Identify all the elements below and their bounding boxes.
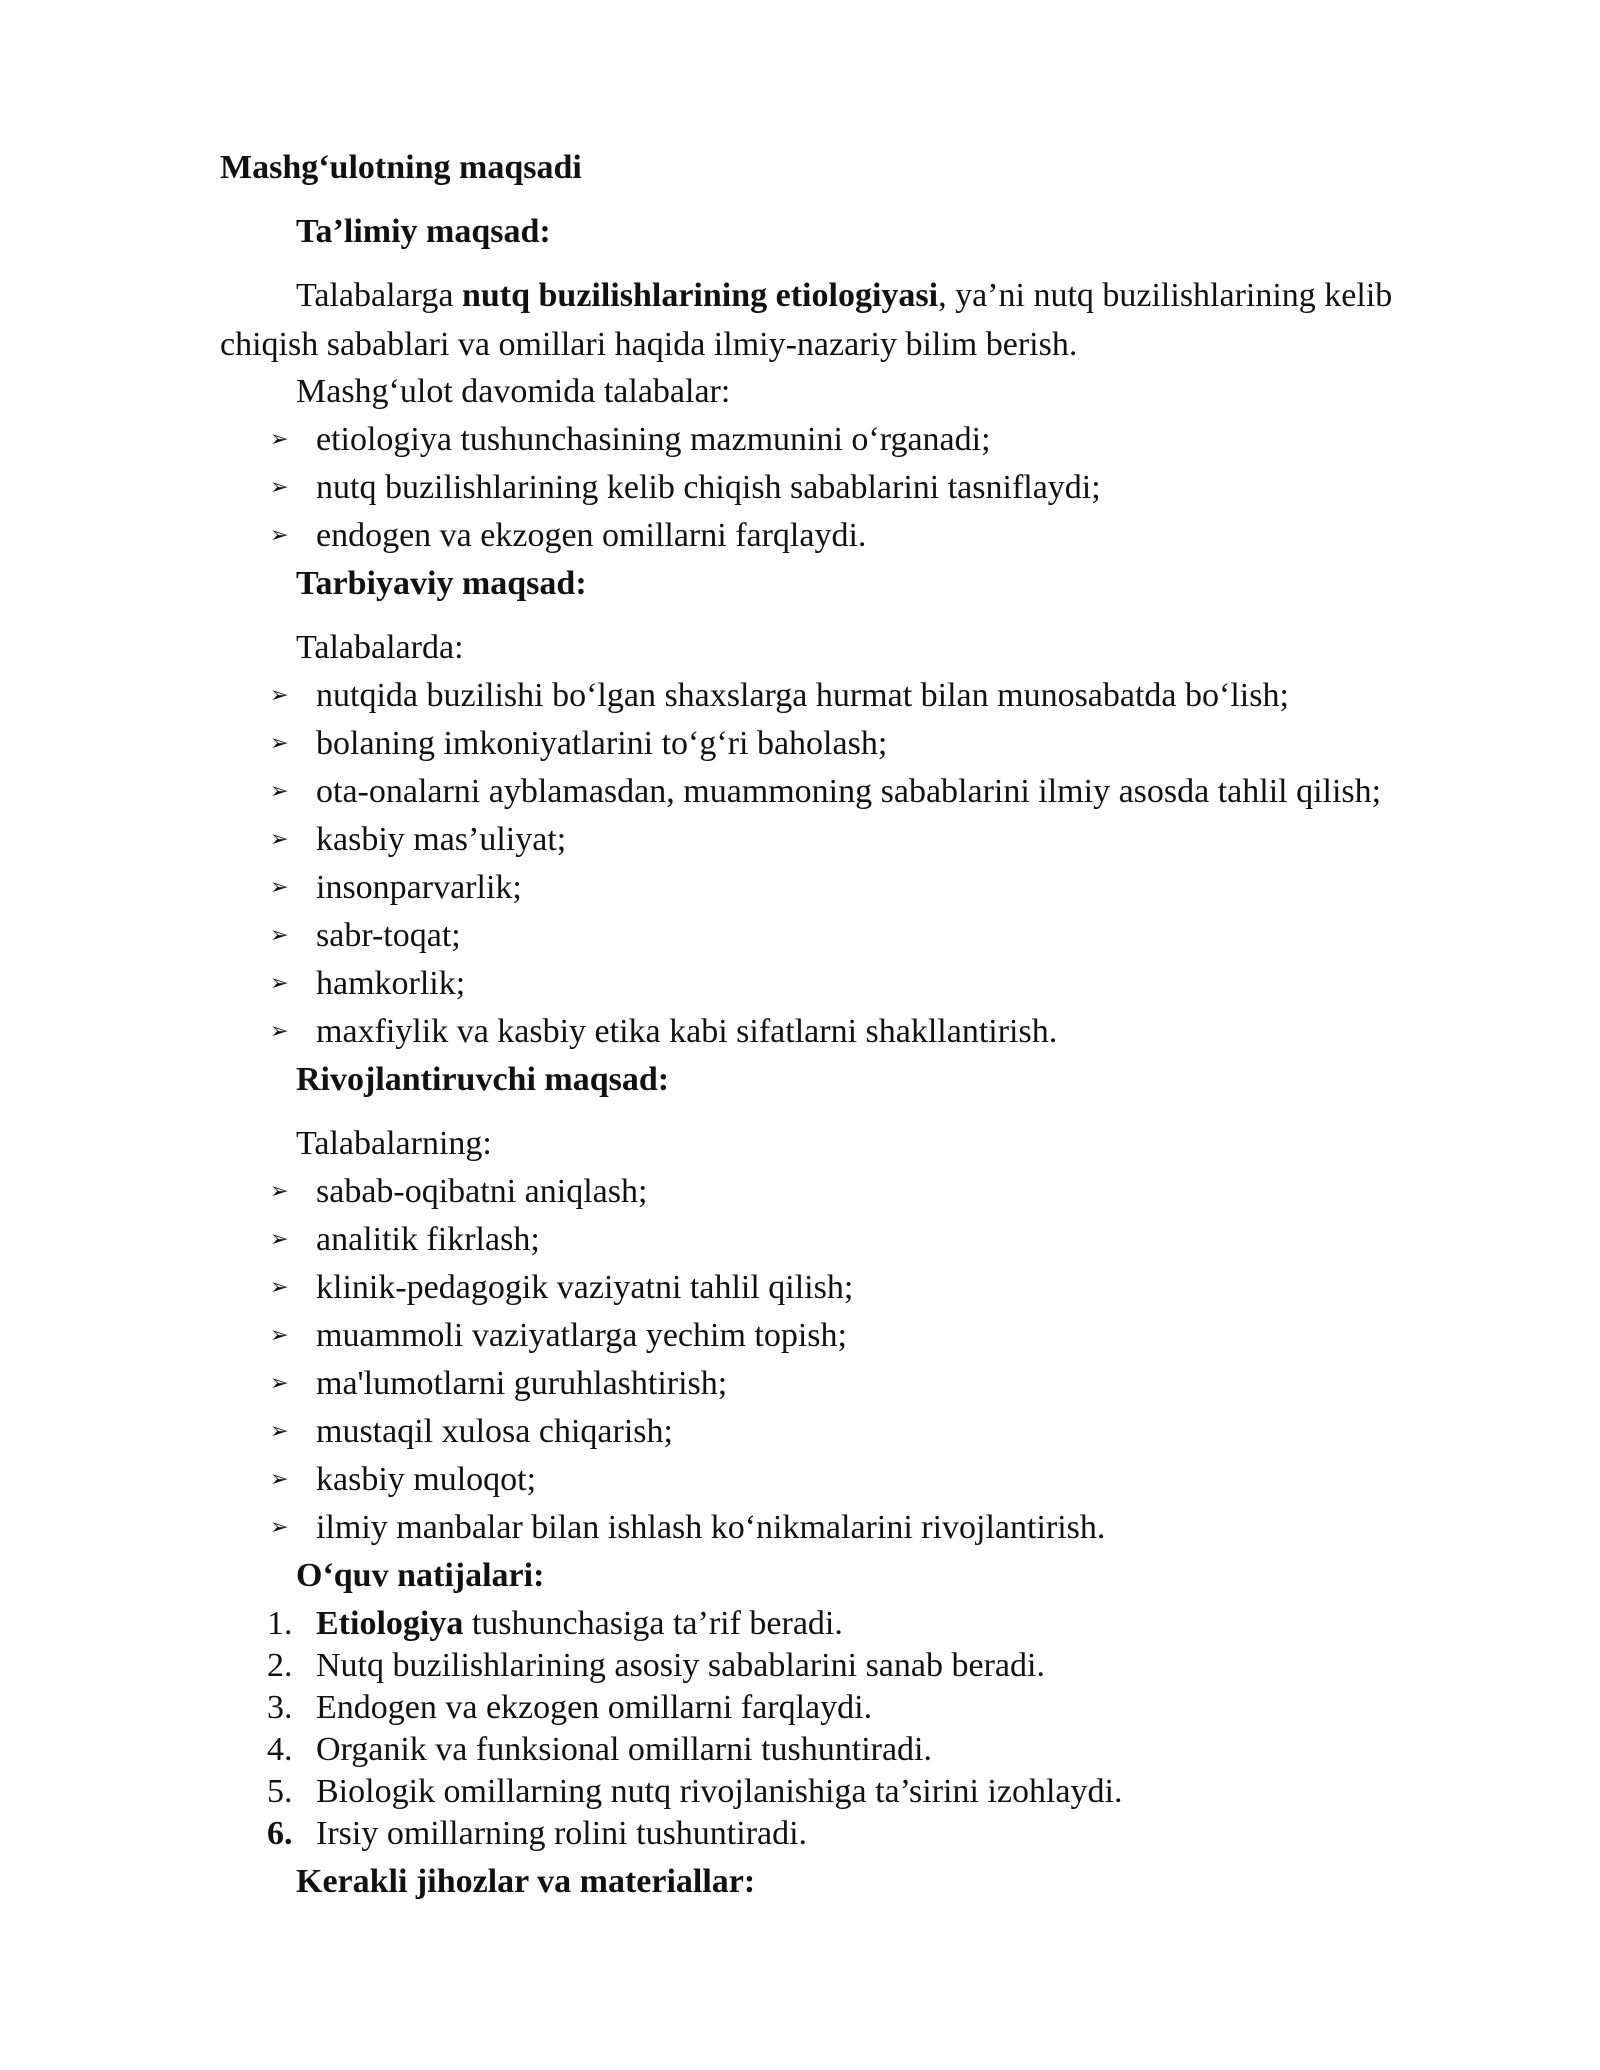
list-item: klinik-pedagogik vaziyatni tahlil qilish;	[316, 1269, 854, 1306]
list-item-text: tushunchasiga ta’rif beradi.	[463, 1605, 843, 1642]
arrowhead-bullet-icon: ➢	[270, 1323, 289, 1348]
list-item-bold: Etiologiya	[316, 1605, 464, 1642]
list-item: sabab-oqibatni aniqlash;	[316, 1173, 648, 1210]
talimiy-paragraph-line2: chiqish sabablari va omillari haqida ilmiy-nazariy bilim berish.	[220, 326, 1078, 363]
list-item: hamkorlik;	[316, 965, 466, 1002]
arrowhead-bullet-icon: ➢	[270, 827, 289, 852]
arrowhead-bullet-icon: ➢	[270, 523, 289, 548]
arrowhead-bullet-icon: ➢	[270, 731, 289, 756]
talimiy-para-post: , ya’ni nutq buzilishlarining kelib	[938, 277, 1393, 314]
list-number: 1.	[267, 1605, 293, 1642]
arrowhead-bullet-icon: ➢	[270, 923, 289, 948]
list-item: ma'lumotlarni guruhlashtirish;	[316, 1365, 728, 1402]
rivojlantiruvchi-intro: Talabalarning:	[296, 1125, 492, 1162]
arrowhead-bullet-icon: ➢	[270, 971, 289, 996]
arrowhead-bullet-icon: ➢	[270, 1019, 289, 1044]
tarbiyaviy-heading: Tarbiyaviy maqsad:	[296, 565, 587, 602]
list-item: sabr-toqat;	[316, 917, 461, 954]
list-number: 4.	[267, 1731, 293, 1768]
arrowhead-bullet-icon: ➢	[270, 1419, 289, 1444]
list-item: Biologik omillarning nutq rivojlanishiga ta’sirini izohlaydi.	[316, 1773, 1123, 1810]
arrowhead-bullet-icon: ➢	[270, 1179, 289, 1204]
list-item: nutq buzilishlarining kelib chiqish sabablarini tasniflaydi;	[316, 469, 1101, 506]
list-item: maxfiylik va kasbiy etika kabi sifatlarni shakllantirish.	[316, 1013, 1058, 1050]
arrowhead-bullet-icon: ➢	[270, 1467, 289, 1492]
talimiy-para-pre: Talabalarga	[296, 277, 462, 314]
list-item: nutqida buzilishi bo‘lgan shaxslarga hurmat bilan munosabatda bo‘lish;	[316, 677, 1289, 714]
list-item: muammoli vaziyatlarga yechim topish;	[316, 1317, 847, 1354]
list-number: 6.	[267, 1815, 293, 1852]
talimiy-heading: Ta’limiy maqsad:	[296, 213, 551, 250]
list-item: Endogen va ekzogen omillarni farqlaydi.	[316, 1689, 873, 1726]
talimiy-paragraph-line1	[296, 276, 1392, 316]
arrowhead-bullet-icon: ➢	[270, 427, 289, 452]
list-number: 2.	[267, 1647, 293, 1684]
arrowhead-bullet-icon: ➢	[270, 1515, 289, 1540]
list-item: Nutq buzilishlarining asosiy sabablarini sanab beradi.	[316, 1647, 1045, 1684]
arrowhead-bullet-icon: ➢	[270, 1275, 289, 1300]
arrowhead-bullet-icon: ➢	[270, 1371, 289, 1396]
list-item: mustaqil xulosa chiqarish;	[316, 1413, 673, 1450]
talimiy-intro: Mashg‘ulot davomida talabalar:	[296, 373, 731, 410]
list-item: Organik va funksional omillarni tushuntiradi.	[316, 1731, 933, 1768]
arrowhead-bullet-icon: ➢	[270, 875, 289, 900]
natijalar-heading: O‘quv natijalari:	[296, 1557, 545, 1594]
list-item: insonparvarlik;	[316, 869, 522, 906]
list-item	[316, 1604, 843, 1644]
arrowhead-bullet-icon: ➢	[270, 475, 289, 500]
talimiy-para-bold: nutq buzilishlarining etiologiyasi	[461, 277, 939, 314]
rivojlantiruvchi-heading: Rivojlantiruvchi maqsad:	[296, 1061, 670, 1098]
arrowhead-bullet-icon: ➢	[270, 683, 289, 708]
list-item: Irsiy omillarning rolini tushuntiradi.	[316, 1815, 808, 1852]
list-item: ota-onalarni ayblamasdan, muammoning sabablarini ilmiy asosda tahlil qilish;	[316, 773, 1382, 810]
tarbiyaviy-intro: Talabalarda:	[296, 629, 464, 666]
list-item: kasbiy muloqot;	[316, 1461, 537, 1498]
arrowhead-bullet-icon: ➢	[270, 1227, 289, 1252]
list-item: kasbiy mas’uliyat;	[316, 821, 567, 858]
list-number: 3.	[267, 1689, 293, 1726]
list-item: analitik fikrlash;	[316, 1221, 540, 1258]
list-item: etiologiya tushunchasining mazmunini o‘rganadi;	[316, 421, 991, 458]
list-number: 5.	[267, 1773, 293, 1810]
list-item: ilmiy manbalar bilan ishlash ko‘nikmalarini rivojlantirish.	[316, 1509, 1106, 1546]
document-title: Mashg‘ulotning maqsadi	[220, 149, 582, 186]
list-item: endogen va ekzogen omillarni farqlaydi.	[316, 517, 867, 554]
jihozlar-heading: Kerakli jihozlar va materiallar:	[296, 1863, 756, 1900]
list-item: bolaning imkoniyatlarini to‘g‘ri baholash;	[316, 725, 888, 762]
arrowhead-bullet-icon: ➢	[270, 779, 289, 804]
